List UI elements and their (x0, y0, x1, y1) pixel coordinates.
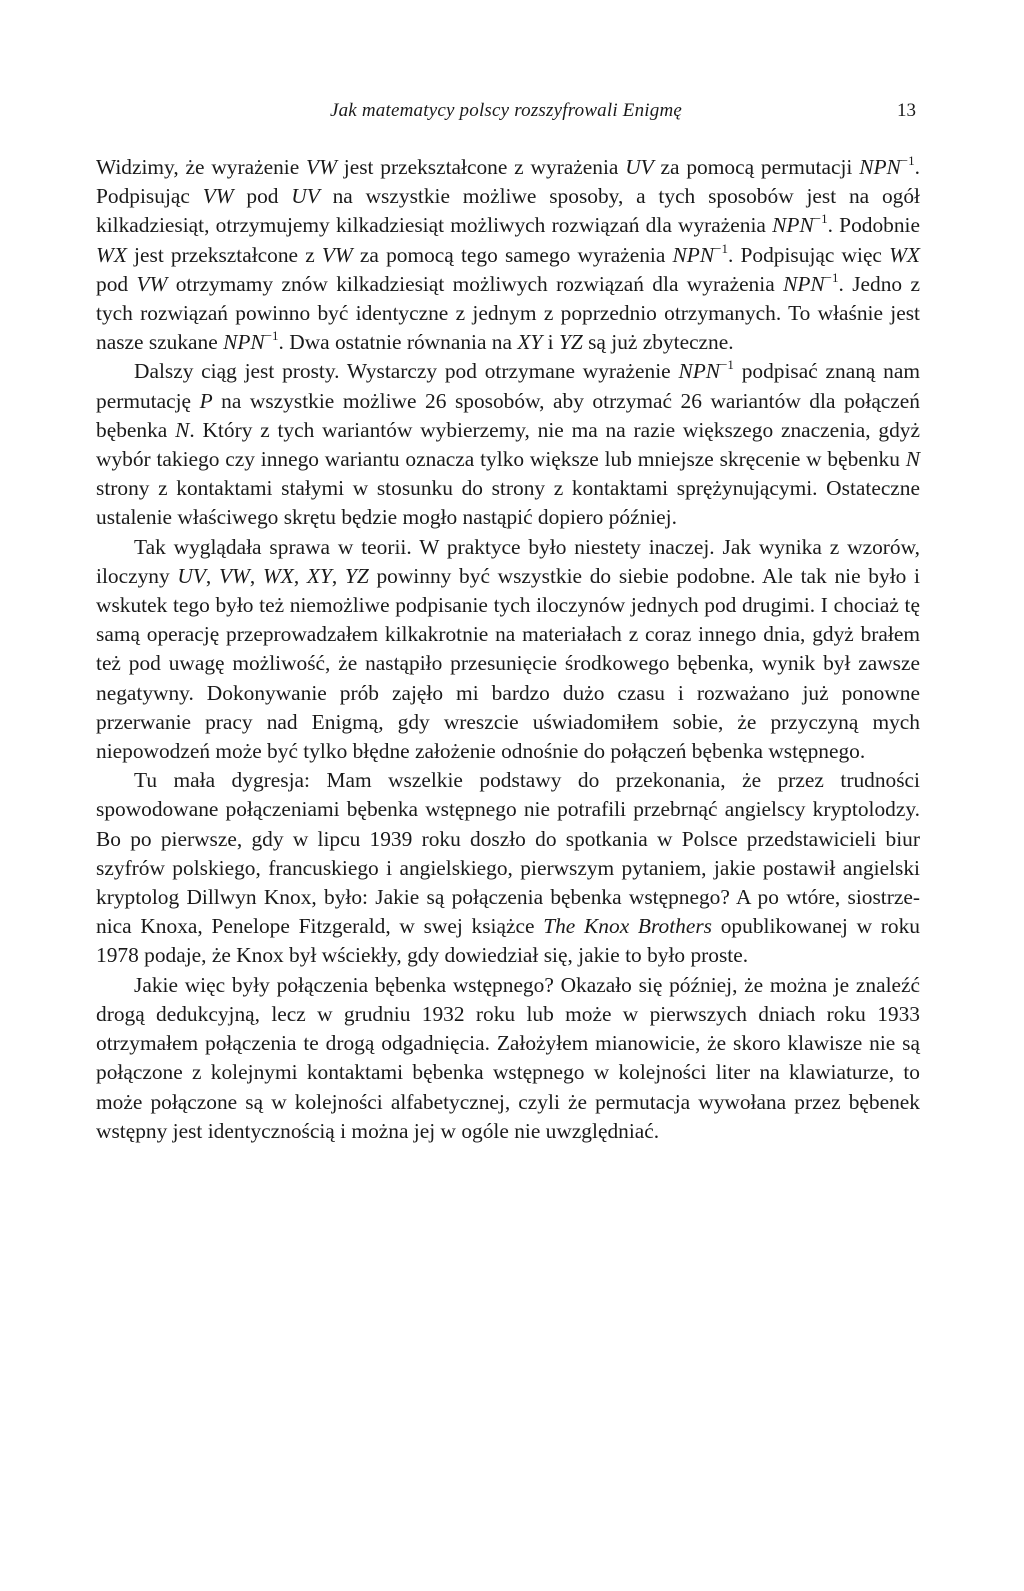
math-symbol: NPN (859, 155, 901, 179)
paragraph-3: Tak wyglądała sprawa w teorii. W praktyce było niestety inaczej. Jak wynika z wzorów, iloczyny UV, VW, WX, XY, YZ powinny być wszystkie do siebie podobne. Ale tak nie było i wskutek tego było też niemożliwe podpisanie tych iloczynów jednych pod drugimi. I chociaż tę samą operację przeprowadzałem kilkakrotnie na materiałach z coraz innego dnia, gdyż brałem też pod uwagę możliwość, że nastąpiło przesunięcie środkowego bębenka, wynik był zawsze negatywny. Dokonywanie prób zajęło mi bardzo dużo czasu i rozważano już ponowne przerwanie pracy nad Enigmą, gdy wreszcie uświadomiłem sobie, że przyczyną mych niepowodzeń może być tylko błędne założenie odnośnie do połączeń bębenka wstępnego. (96, 534, 920, 764)
running-title: Jak matematycy polscy rozszyfrowali Enigmę (329, 100, 683, 121)
math-symbol: VW (202, 184, 234, 209)
math-symbol: XY (517, 330, 543, 355)
paragraph-1: Widzimy, że wyrażenie VW jest przekształcone z wyrażenia UV za pomocą permutacji $NPN^{-1}$. Podpisując VW pod UV na wszystkie możliwe sposoby, a tych sposobów jest na ogół kilkadziesiąt, otrzymujemy kilkadziesiąt możliwych rozwiązań dla wyrażenia $NPN^{-1}$. Podobnie WX jest przekształcone z VW za pomocą tego samego wyrażenia $NPN^{-1}$. Podpisując więc WX pod VW otrzymamy znów kilkadziesiąt możliwych rozwiązań dla wyrażenia $NPN^{-1}$. Jedno z tych rozwiązań powinno być identyczne z jednym z poprzednio otrzymanych. To właśnie jest nasze szukane $NPN^{-1}$. Dwa ostatnie równania na XY i YZ są już zbyteczne. (96, 153, 920, 355)
body-text (96, 153, 920, 1146)
math-symbol: VW (136, 271, 168, 296)
math-symbol: UV (625, 155, 654, 179)
math-symbol: VW (321, 242, 353, 267)
exponent: −1 (714, 240, 728, 256)
math-symbol: NPN (783, 271, 825, 296)
exponent: −1 (813, 211, 828, 227)
math-symbol: The Knox Brothers (543, 914, 712, 939)
math-symbol: WX (889, 242, 920, 267)
page-number: 13 (897, 100, 916, 121)
math-symbol: NPN (223, 330, 265, 355)
paragraph-2: Dalszy ciąg jest prosty. Wystarczy pod otrzymane wyrażenie $NPN^{-1}$ podpisać znaną nam permutację P na wszystkie możliwe 26 sposobów, aby otrzymać 26 wariantów dla połączeń bębenka N. Który z tych wariantów wybierzemy, nie ma na razie większego znaczenia, gdyż wybór takiego czy innego wariantu oznacza tylko większe lub mniejsze skręcenie w bębenku N strony z kontaktami stałymi w stosunku do strony z kontaktami sprężynującymi. Ostateczne ustalenie właściwego skrętu będzie mogło nastąpić dopiero później. (96, 357, 921, 530)
math-symbol: YZ (558, 330, 583, 355)
math-symbol: P (199, 388, 213, 413)
math-symbol: NPN (772, 213, 814, 238)
math-symbol: UV (291, 184, 320, 209)
math-symbol: XY (306, 563, 332, 588)
paragraph-5: Jakie więc były połączenia bębenka wstępnego? Okazało się później, że można je znaleźć drogą dedukcyjną, lecz w grudniu 1932 roku lub może w pierwszych dniach roku 1933 otrzymałem połączenia te drogą odgadnięcia. Założyłem mianowicie, że skoro klawisze nie są połączone z kolejnymi kontaktami bębenka wstępnego w kolejności liter na klawiaturze, to może połączone są w kolejności alfabetycznej, czyli że permutacja wywołana przez bębenek wstępny jest identycznością i można jej w ogóle nie uwzględniać. (96, 972, 920, 1143)
math-symbol: N (905, 447, 920, 472)
math-symbol: VW (306, 155, 337, 179)
math-symbol: YZ (344, 563, 369, 588)
math-symbol: WX (262, 563, 294, 588)
exponent: −1 (264, 328, 279, 344)
page-header (96, 100, 916, 126)
math-symbol: VW (218, 563, 250, 588)
paragraph-4: Tu mała dygresja: Mam wszelkie podstawy do przekonania, że przez trudności spowodowane połączeniami bębenka wstępnego nie potrafili przebrnąć angielscy kryptolodzy. Bo po pierwsze, gdy w lipcu 1939 roku doszło do spotkania w Polsce przedstawicieli biur szyfrów polskiego, francuskiego i angielskiego, pierwszym pytaniem, jakie postawił angielski kryptolog Dillwyn Knox, było: Jakie są połączenia bębenka wstępnego? A po wtóre, siostrzenica Knoxa, Penelope Fitzgerald, w swej książce The Knox Brothers opublikowanej w roku 1978 podaje, że Knox był wściekły, gdy dowiedział się, jakie to było proste. (96, 768, 920, 968)
math-symbol: N (175, 417, 190, 442)
exponent: −1 (824, 269, 839, 285)
exponent: −1 (900, 153, 915, 168)
math-symbol: NPN (672, 242, 715, 267)
math-symbol: NPN (678, 359, 721, 384)
exponent: −1 (720, 357, 734, 373)
math-symbol: UV (177, 563, 206, 588)
math-symbol: WX (96, 242, 127, 267)
